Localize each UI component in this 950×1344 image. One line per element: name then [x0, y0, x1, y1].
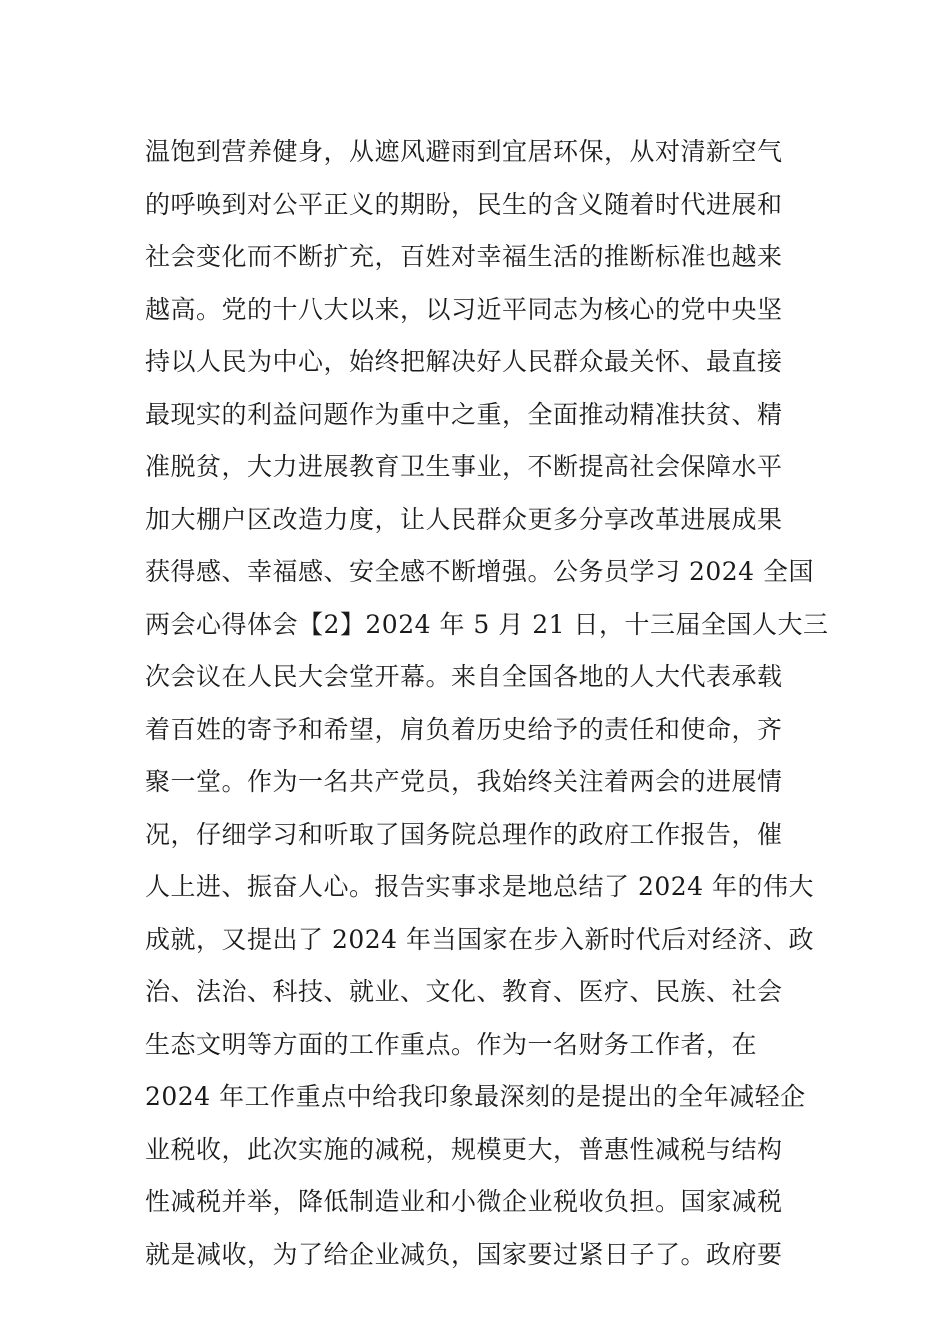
body-text: [145, 126, 829, 1281]
text-line: 最现实的利益问题作为重中之重，全面推动精准扶贫、精: [145, 399, 783, 429]
text-line: 的呼唤到对公平正义的期盼，民生的含义随着时代进展和: [145, 189, 783, 219]
text-line: 社会变化而不断扩充，百姓对幸福生活的推断标准也越来: [145, 242, 783, 271]
text-line: 两会心得体会【2】2024 年 5 月 21 日，十三届全国人大三: [145, 609, 829, 639]
text-line: 聚一堂。作为一名共产党员，我始终关注着两会的进展情: [145, 767, 783, 796]
text-line: 着百姓的寄予和希望，肩负着历史给予的责任和使命，齐: [145, 714, 783, 744]
text-line: 获得感、幸福感、安全感不断增强。公务员学习 2024 全国: [145, 557, 815, 586]
text-line: 性减税并举，降低制造业和小微企业税收负担。国家减税: [145, 1187, 783, 1216]
text-line: 持以人民为中心，始终把解决好人民群众最关怀、最直接: [145, 347, 783, 376]
text-line: 业税收，此次实施的减税，规模更大，普惠性减税与结构: [145, 1134, 783, 1164]
text-line: 况，仔细学习和听取了国务院总理作的政府工作报告，催: [145, 819, 783, 849]
text-line: 准脱贫，大力进展教育卫生事业，不断提高社会保障水平: [145, 452, 783, 481]
text-line: 人上进、振奋人心。报告实事求是地总结了 2024 年的伟大: [145, 872, 815, 901]
text-line: 2024 年工作重点中给我印象最深刻的是提出的全年减轻企: [145, 1082, 806, 1111]
text-line: 治、法治、科技、就业、文化、教育、医疗、民族、社会: [145, 977, 783, 1006]
text-line: 越高。党的十八大以来，以习近平同志为核心的党中央坚: [145, 294, 783, 324]
text-line: 加大棚户区改造力度，让人民群众更多分享改革进展成果: [145, 504, 783, 534]
text-line: 次会议在人民大会堂开幕。来自全国各地的人大代表承载: [145, 662, 783, 691]
text-line: 生态文明等方面的工作重点。作为一名财务工作者，在: [145, 1029, 758, 1059]
text-line: 就是减收，为了给企业减负，国家要过紧日子了。政府要: [145, 1239, 783, 1269]
text-line: 温饱到营养健身，从遮风避雨到宜居环保，从对清新空气: [145, 137, 783, 166]
text-line: 成就，又提出了 2024 年当国家在步入新时代后对经济、政: [145, 924, 815, 954]
